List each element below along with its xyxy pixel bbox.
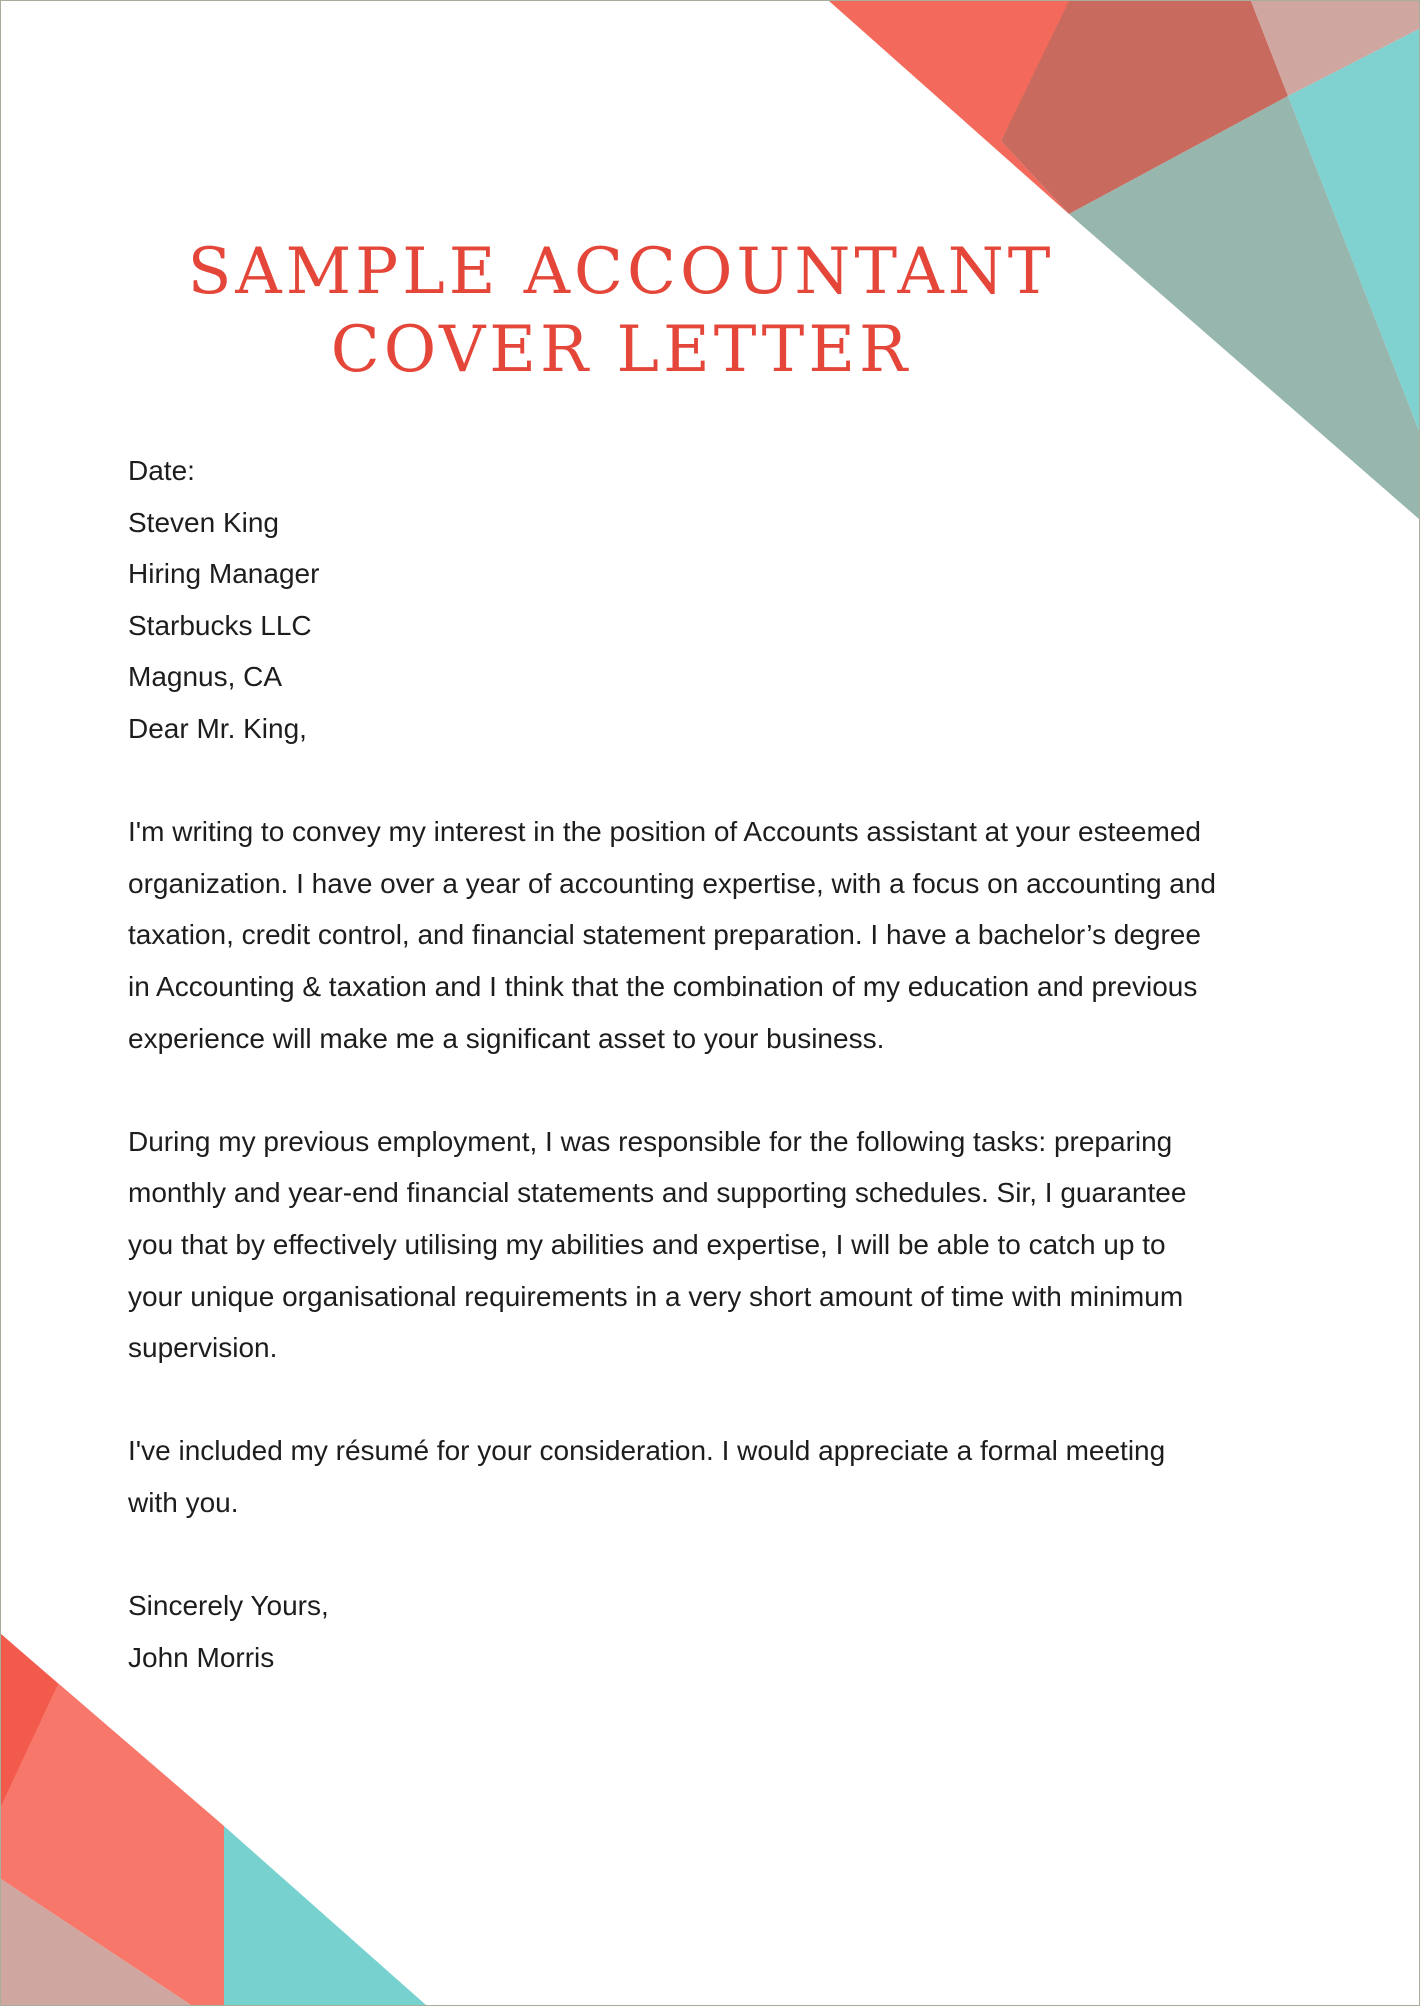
paragraph-3: [128, 1425, 1238, 1528]
recipient-location: Magnus, CA: [128, 661, 283, 693]
paragraph-spacer: [128, 755, 1238, 807]
letter-title: [121, 233, 1121, 389]
paragraph-line: taxation, credit control, and financial statement preparation. I have a bachelor’s degree: [128, 919, 1201, 951]
paragraph-line: organization. I have over a year of accounting expertise, with a focus on accounting and: [128, 867, 1217, 899]
letter-body: [128, 445, 1238, 1683]
paragraph-line: supervision.: [128, 1332, 278, 1364]
paragraph-line: your unique organisational requirements in a very short amount of time with minimum: [128, 1280, 1184, 1312]
paragraph-line: During my previous employment, I was responsible for the following tasks: preparing: [128, 1125, 1173, 1157]
signature-name: John Morris: [128, 1641, 275, 1673]
paragraph-line: monthly and year-end financial statements and supporting schedules. Sir, I guarantee: [128, 1177, 1187, 1209]
paragraph-spacer: [128, 1064, 1238, 1116]
paragraph-line: I'm writing to convey my interest in the position of Accounts assistant at your esteemed: [128, 816, 1201, 848]
paragraph-2: [128, 1116, 1238, 1374]
salutation: Dear Mr. King,: [128, 712, 307, 744]
paragraph-line: experience will make me a significant asset to your business.: [128, 1022, 885, 1054]
paragraph-spacer: [128, 1374, 1238, 1426]
paragraph-line: you that by effectively utilising my abilities and expertise, I will be able to catch up to: [128, 1228, 1166, 1260]
bottom-left-aqua-triangle: [224, 1826, 426, 2005]
title-line-1: SAMPLE ACCOUNTANT: [187, 235, 1055, 309]
paragraph-line: with you.: [128, 1486, 239, 1518]
recipient-company: Starbucks LLC: [128, 609, 312, 641]
paragraph-spacer: [128, 1528, 1238, 1580]
recipient-name: Steven King: [128, 506, 279, 538]
recipient-position: Hiring Manager: [128, 558, 320, 590]
paragraph-1: [128, 806, 1238, 1064]
title-line-2: COVER LETTER: [330, 313, 912, 387]
closing: Sincerely Yours,: [128, 1590, 329, 1622]
paragraph-line: in Accounting & taxation and I think that the combination of my education and previous: [128, 970, 1198, 1002]
paragraph-line: I've included my résumé for your consideration. I would appreciate a formal meeting: [128, 1435, 1166, 1467]
date-label: Date:: [128, 455, 195, 486]
